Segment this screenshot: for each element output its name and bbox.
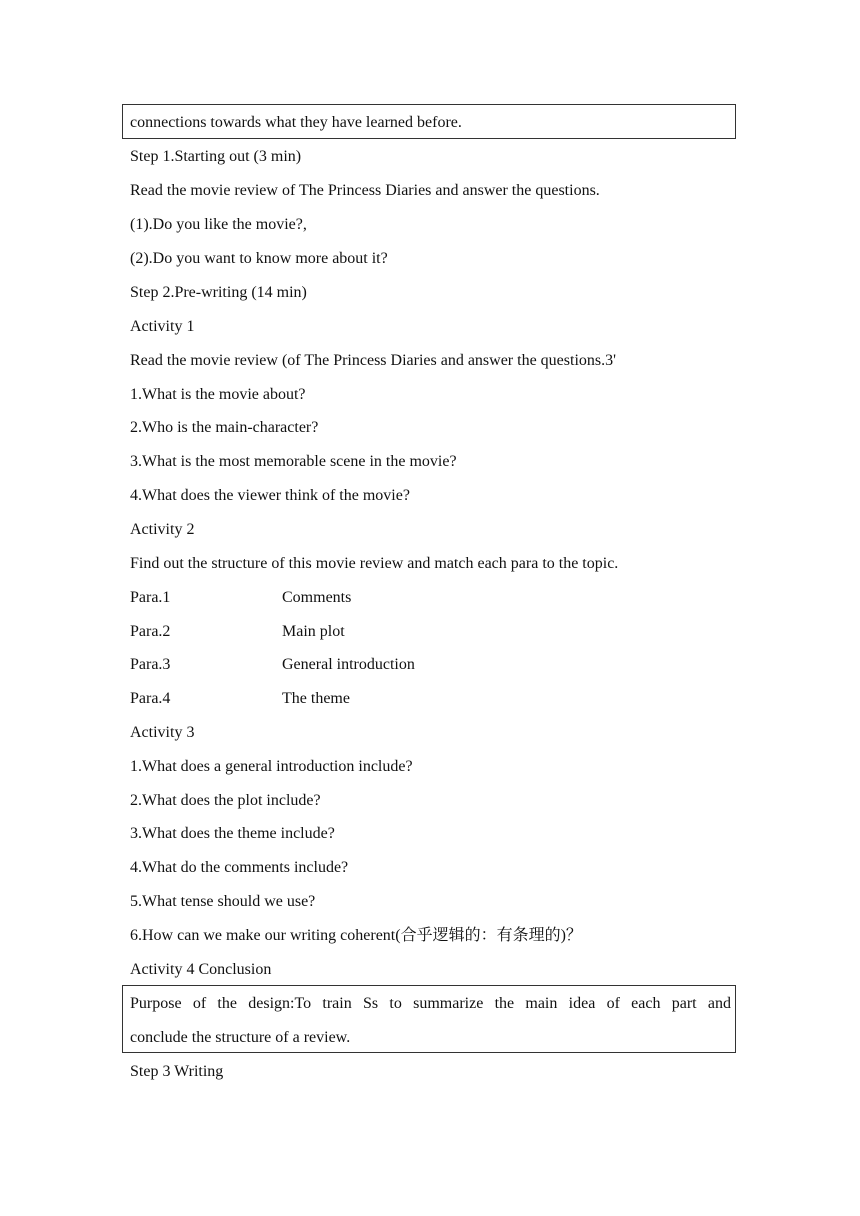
activity1-question-3: 3.What is the most memorable scene in the movie? <box>130 453 457 470</box>
activity3-question-3: 3.What does the theme include? <box>130 825 335 842</box>
step3-heading: Step 3 Writing <box>130 1063 224 1080</box>
match-topic-1: Comments <box>282 589 352 606</box>
activity3-question-5: 5.What tense should we use? <box>130 893 316 910</box>
match-topic-4: The theme <box>282 690 350 707</box>
purpose-box-top <box>122 104 736 139</box>
match-para-1: Para.1 <box>130 589 171 606</box>
purpose-box-bottom-line-1: Purpose of the design:To train Ss to summarize the main idea of each part and <box>130 995 731 1012</box>
activity3-question-6: 6.How can we make our writing coherent(合乎逻辑的：有条理的)？ <box>130 927 582 944</box>
match-para-3: Para.3 <box>130 656 171 673</box>
activity1-heading: Activity 1 <box>130 318 195 335</box>
match-topic-2: Main plot <box>282 623 345 640</box>
activity1-question-2: 2.Who is the main-character? <box>130 419 319 436</box>
purpose-box-bottom <box>122 985 736 1053</box>
activity3-question-1: 1.What does a general introduction include? <box>130 758 413 775</box>
activity1-question-4: 4.What does the viewer think of the movie? <box>130 487 410 504</box>
step1-question-1: (1).Do you like the movie?, <box>130 216 307 233</box>
match-topic-3: General introduction <box>282 656 415 673</box>
step2-heading: Step 2.Pre-writing (14 min) <box>130 284 307 301</box>
step1-question-2: (2).Do you want to know more about it? <box>130 250 388 267</box>
match-para-4: Para.4 <box>130 690 171 707</box>
activity1-question-1: 1.What is the movie about? <box>130 386 306 403</box>
activity1-instruction: Read the movie review (of The Princess Diaries and answer the questions.3' <box>130 352 617 369</box>
activity3-heading: Activity 3 <box>130 724 195 741</box>
purpose-box-bottom-line-2: conclude the structure of a review. <box>130 1029 351 1046</box>
activity2-heading: Activity 2 <box>130 521 195 538</box>
activity3-question-2: 2.What does the plot include? <box>130 792 321 809</box>
activity2-instruction: Find out the structure of this movie review and match each para to the topic. <box>130 555 619 572</box>
activity4-heading: Activity 4 Conclusion <box>130 961 272 978</box>
purpose-box-top-text: connections towards what they have learned before. <box>130 114 462 131</box>
activity3-question-4: 4.What do the comments include? <box>130 859 349 876</box>
step1-heading: Step 1.Starting out (3 min) <box>130 148 302 165</box>
match-para-2: Para.2 <box>130 623 171 640</box>
step1-instruction: Read the movie review of The Princess Diaries and answer the questions. <box>130 182 600 199</box>
